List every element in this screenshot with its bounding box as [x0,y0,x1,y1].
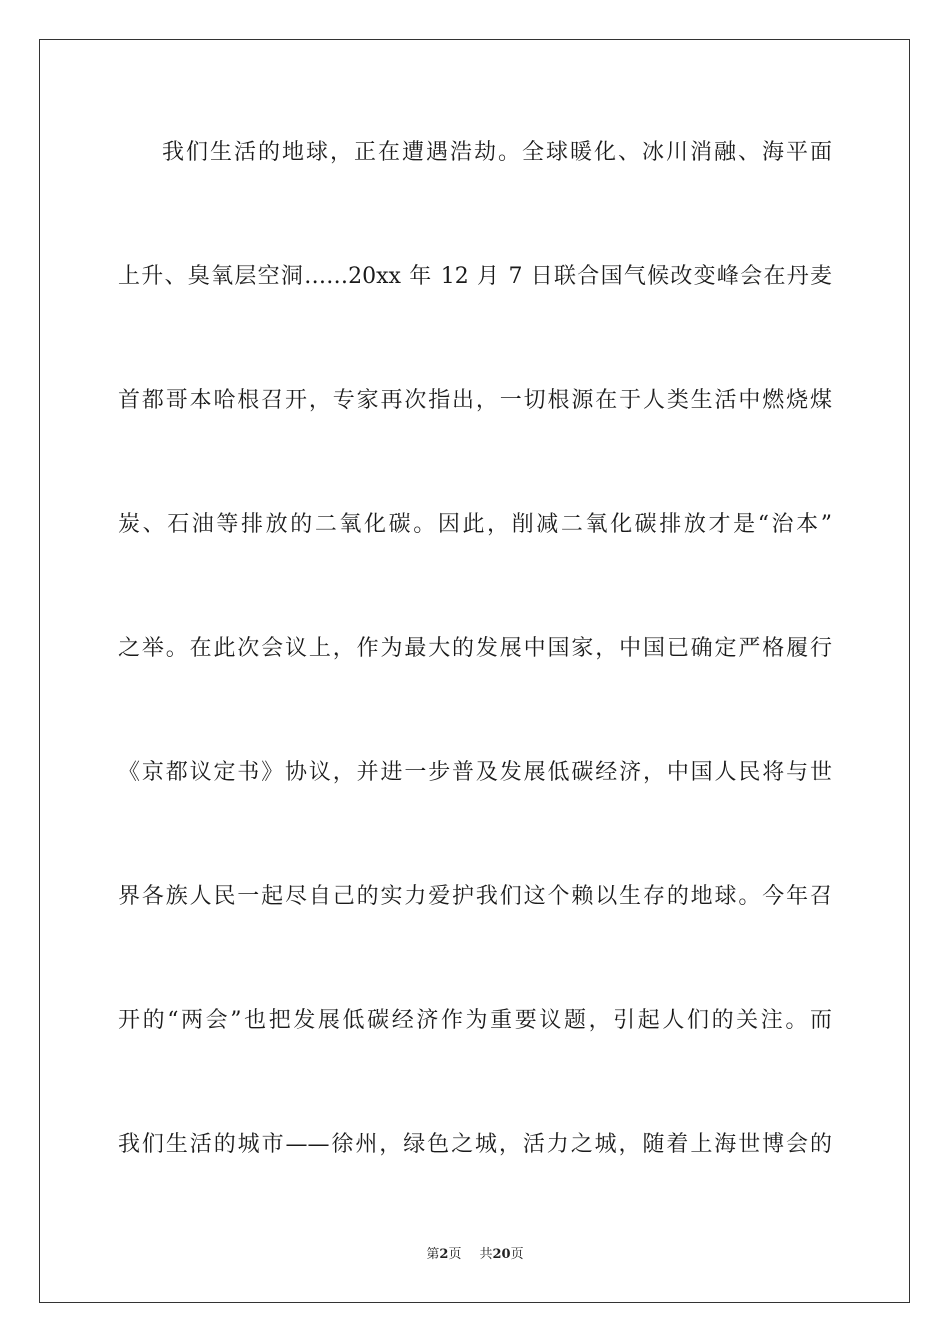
total-suffix: 页 [510,1247,524,1262]
page-prefix: 第 [426,1247,440,1262]
page-total-number: 20 [492,1247,511,1262]
total-prefix: 共 [479,1247,493,1262]
paragraph-line-8: 开的“两会”也把发展低碳经济作为重要议题，引起人们的关注。而 [118,1008,832,1033]
paragraph-line-7: 界各族人民一起尽自己的实力爱护我们这个赖以生存的地球。今年召 [118,884,832,909]
page-footer [0,1246,950,1264]
paragraph-line-9: 我们生活的城市——徐州，绿色之城，活力之城，随着上海世博会的 [118,1132,832,1157]
paragraph-line-4: 炭、石油等排放的二氧化碳。因此，削减二氧化碳排放才是“治本” [118,512,832,537]
paragraph-line-1: 我们生活的地球，正在遭遇浩劫。全球暖化、冰川消融、海平面 [162,140,832,165]
page-suffix: 页 [448,1247,462,1262]
page-border [39,39,910,1303]
paragraph-line-2: 上升、臭氧层空洞……20xx 年 12 月 7 日联合国气候改变峰会在丹麦 [118,264,832,289]
paragraph-line-5: 之举。在此次会议上，作为最大的发展中国家，中国已确定严格履行 [118,636,832,661]
paragraph-line-3: 首都哥本哈根召开，专家再次指出，一切根源在于人类生活中燃烧煤 [118,388,832,413]
page-current-number: 2 [439,1247,449,1262]
paragraph-line-6: 《京都议定书》协议，并进一步普及发展低碳经济，中国人民将与世 [118,760,832,785]
